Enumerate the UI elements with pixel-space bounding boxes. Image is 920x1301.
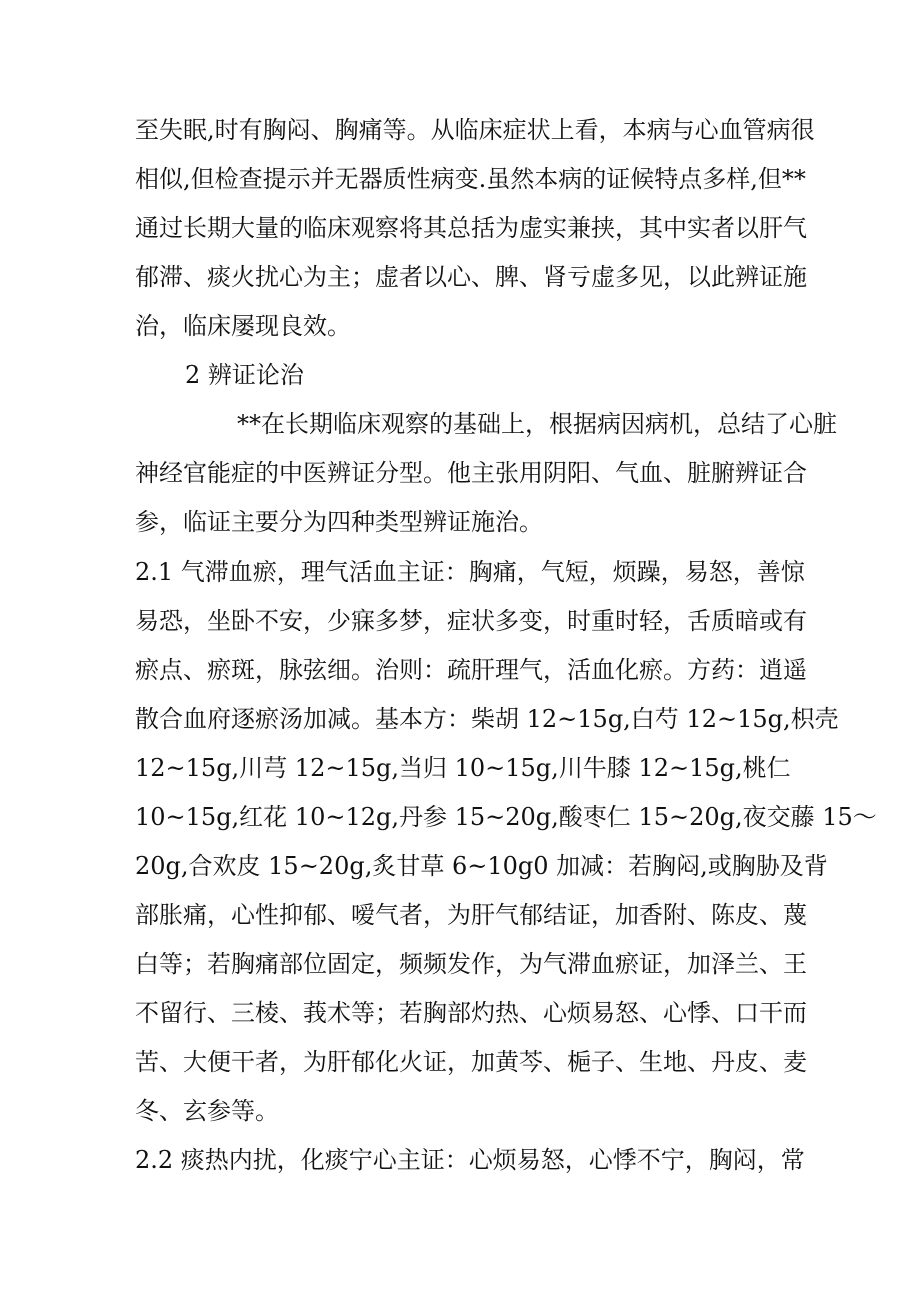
text-line-11: 易恐，坐卧不安，少寐多梦，症状多变，时重时轻，舌质暗或有 [135,607,807,635]
text-line-17: 部胀痛，心性抑郁、嗳气者，为肝气郁结证，加香附、陈皮、蔑 [135,901,807,929]
section-heading-2-2: 2.2 痰热内扰，化痰宁心主证：心烦易怒，心悸不宁，胸闷，常 [135,1146,805,1174]
text-line-5: 治，临床屡现良效。 [135,312,351,340]
text-line-12: 瘀点、瘀斑，脉弦细。治则：疏肝理气，活血化瘀。方药：逍遥 [135,656,807,684]
text-line-15: 10~15g,红花 10~12g,丹参 15~20g,酸枣仁 15~20g,夜交藤 15～ [135,803,877,831]
text-line-21: 冬、玄参等。 [135,1097,279,1125]
section-heading-2-1: 2.1 气滞血瘀，理气活血主证：胸痛，气短，烦躁，易怒，善惊 [135,558,805,586]
text-line-19: 不留行、三棱、莪术等；若胸部灼热、心烦易怒、心悸、口干而 [135,999,807,1027]
section-heading-2: 2 辨证论治 [185,361,304,389]
text-line-18: 白等；若胸痛部位固定，频频发作，为气滞血瘀证，加泽兰、王 [135,950,807,978]
text-line-1: 至失眠,时有胸闷、胸痛等。从临床症状上看，本病与心血管病很 [135,116,815,144]
text-line-14: 12~15g,川芎 12~15g,当归 10~15g,川牛膝 12~15g,桃仁 [135,754,791,782]
text-line-9: 参，临证主要分为四种类型辨证施治。 [135,508,543,536]
text-line-8: 神经官能症的中医辨证分型。他主张用阴阳、气血、脏腑辨证合 [135,459,807,487]
text-line-2: 相似,但检查提示并无器质性病变.虽然本病的证候特点多样,但** [135,165,806,193]
text-line-13: 散合血府逐瘀汤加减。基本方：柴胡 12~15g,白芍 12~15g,枳壳 [135,705,839,733]
text-line-7: **在长期临床观察的基础上，根据病因病机，总结了心脏 [237,410,837,438]
text-line-3: 通过长期大量的临床观察将其总括为虚实兼挟，其中实者以肝气 [135,214,807,242]
text-line-4: 郁滞、痰火扰心为主；虚者以心、脾、肾亏虚多见，以此辨证施 [135,263,807,291]
text-line-20: 苦、大便干者，为肝郁化火证，加黄芩、梔子、生地、丹皮、麦 [135,1048,807,1076]
text-line-16: 20g,合欢皮 15~20g,炙甘草 6~10g0 加减：若胸闷,或胸胁及背 [135,852,828,880]
